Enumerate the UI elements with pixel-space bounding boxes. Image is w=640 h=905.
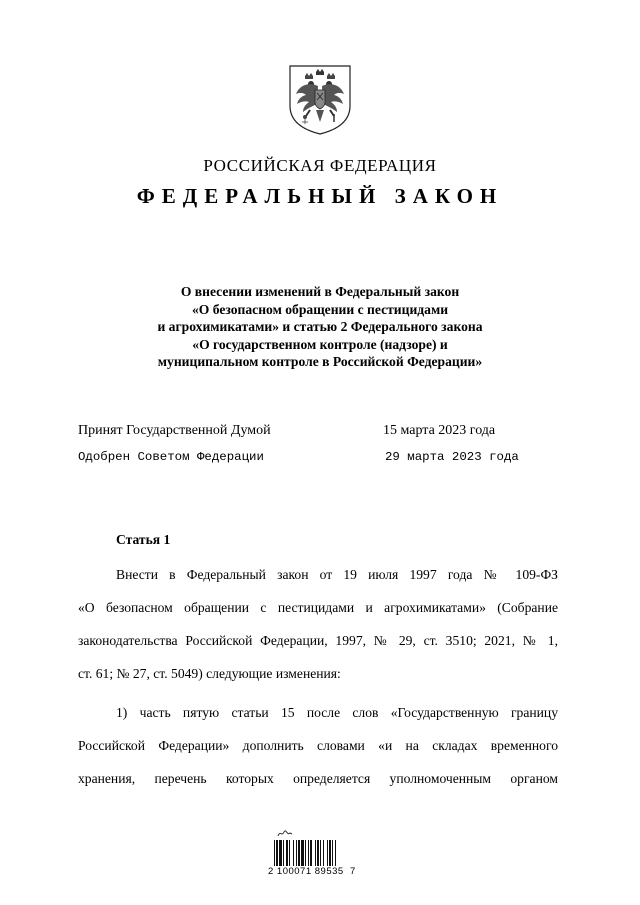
adopted-date: 15 марта 2023 года xyxy=(383,423,496,438)
country-name: РОССИЙСКАЯ ФЕДЕРАЦИЯ xyxy=(203,156,437,175)
body-text-line: 1) часть пятую статьи 15 после слов «Государственную границу xyxy=(116,705,558,720)
document-type: ФЕДЕРАЛЬНЫЙ ЗАКОН xyxy=(136,184,504,208)
law-title xyxy=(0,283,640,371)
law-title-line: О внесении изменений в Федеральный закон xyxy=(180,284,460,299)
handwritten-mark-icon xyxy=(277,826,293,838)
body-text-line: хранения, перечень которых определяется уполномоченным органом xyxy=(78,771,558,786)
law-title-line: и агрохимикатами» и статью 2 Федерального закона xyxy=(157,319,483,335)
body-text-line: Российской Федерации» дополнить словами «и на складах временного xyxy=(78,738,558,753)
barcode-icon xyxy=(273,840,365,868)
barcode-number: 2 100071 89535 7 xyxy=(268,866,356,877)
law-title-line: «О государственном контроле (надзоре) и xyxy=(192,336,448,352)
adopted-by-label: Принят Государственной Думой xyxy=(78,423,271,438)
body-text-line: Внести в Федеральный закон от 19 июля 1997 года № 109-ФЗ xyxy=(116,567,558,582)
body-text-line: «О безопасном обращении с пестицидами и агрохимикатами» (Собрание xyxy=(78,600,558,615)
law-title-line: муниципальном контроле в Российской Федерации» xyxy=(157,354,483,370)
body-text-line: ст. 61; № 27, ст. 5049) следующие изменения: xyxy=(78,666,341,681)
law-title-line: «О безопасном обращении с пестицидами xyxy=(191,301,449,317)
approved-date: 29 марта 2023 года xyxy=(385,450,519,464)
approved-by-label: Одобрен Советом Федерации xyxy=(78,450,264,464)
body-text-line: законодательства Российской Федерации, 1997, № 29, ст. 3510; 2021, № 1, xyxy=(78,633,558,648)
article-heading: Статья 1 xyxy=(116,532,171,547)
adoption-row xyxy=(78,423,538,439)
coat-of-arms-icon xyxy=(288,64,352,136)
approval-row xyxy=(78,450,538,466)
